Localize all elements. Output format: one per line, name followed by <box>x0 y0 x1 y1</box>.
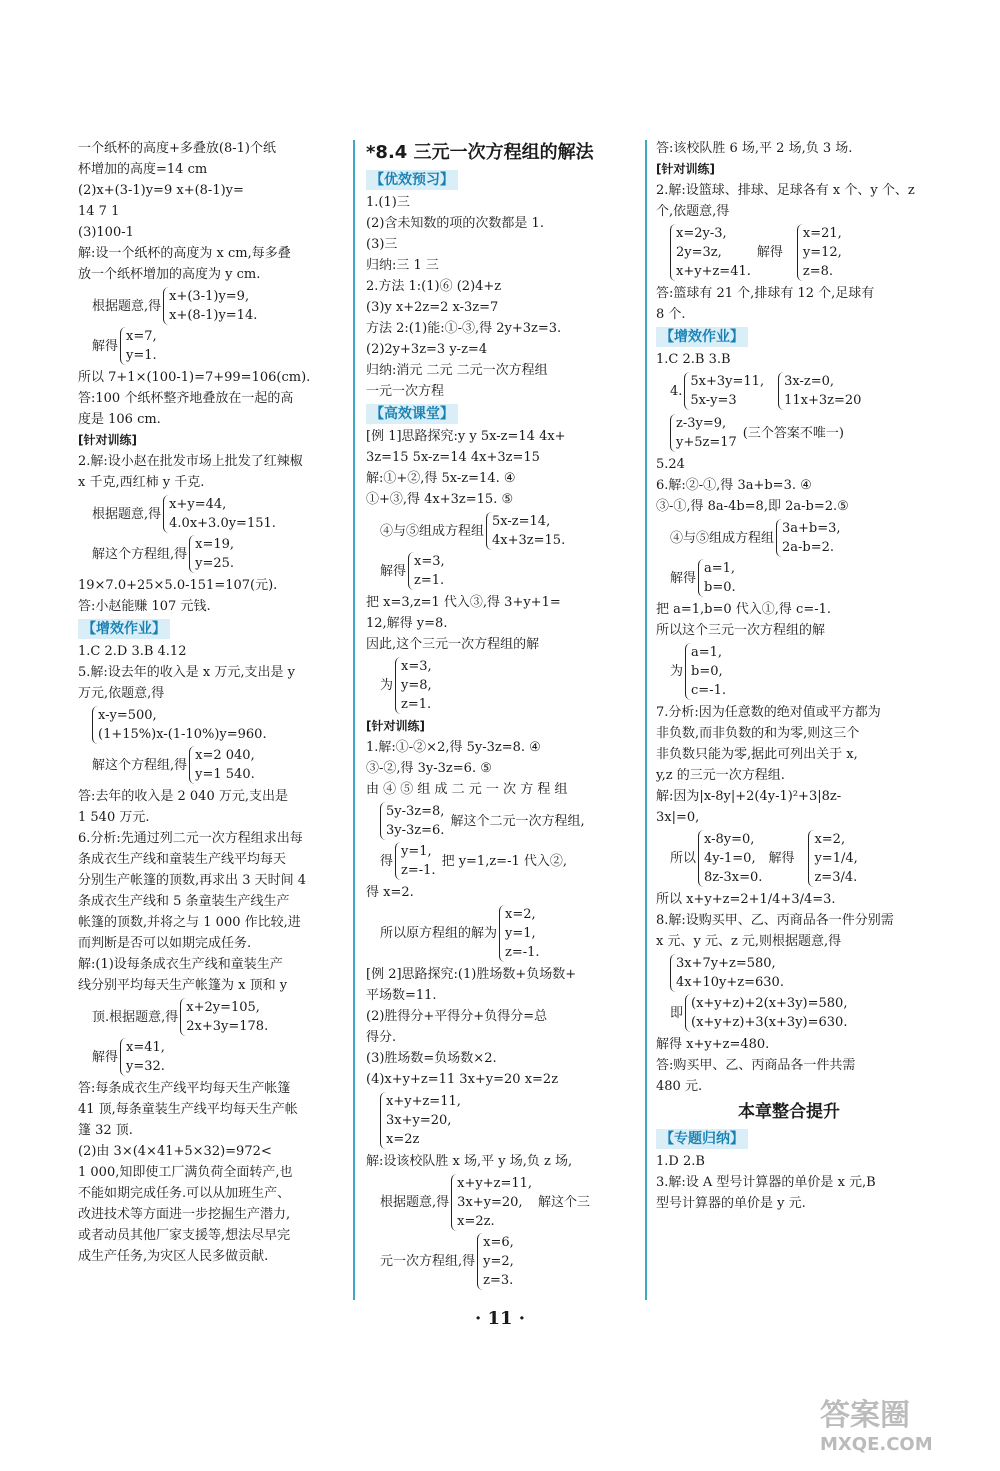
text-line: (3)100-1 <box>78 225 134 240</box>
equation-row: x+(3-1)y=9, <box>169 289 250 304</box>
text-block <box>78 786 340 996</box>
equation-lead-text: 顶.根据题意,得 <box>92 1009 179 1025</box>
training-heading: [针对训练] <box>656 162 715 176</box>
text-line: 帐篷的顶数,并将之与 1 000 作比较,进 <box>78 915 301 930</box>
equation-row: a=1, <box>704 561 736 576</box>
equation-row: x+y=44, <box>169 497 227 512</box>
watermark-logo <box>820 1390 980 1460</box>
text-line: ①+③,得 4x+3z=15. ⑤ <box>366 492 514 507</box>
text-line: 答:去年的收入是 2 040 万元,支出是 <box>78 789 288 804</box>
text-block <box>656 138 922 159</box>
equation-row: y=1, <box>505 926 536 941</box>
text-line: 答:购买甲、乙、丙商品各一件共需 <box>656 1058 856 1073</box>
equation-row: z-3y=9, <box>676 416 727 431</box>
text-line: (2)由 3×(4×41+5×32)=972< <box>78 1144 272 1159</box>
equation-row: 5x-z=14, <box>492 514 551 529</box>
equation-brace <box>685 643 726 700</box>
equation-row: y=1/4, <box>814 851 858 866</box>
equation-system <box>380 1092 636 1149</box>
equation-system <box>92 495 340 533</box>
equation-row: y=1. <box>126 348 157 363</box>
equation-system <box>380 512 636 550</box>
text-block <box>366 592 636 655</box>
equation-system <box>380 1174 636 1231</box>
text-block <box>656 180 922 222</box>
text-block <box>656 454 922 517</box>
text-line: 一元一次方程 <box>366 384 445 399</box>
text-line: 型号计算器的单价是 y 元. <box>656 1196 806 1211</box>
text-line: 篷 32 顶. <box>78 1123 133 1138</box>
equation-row: (x+y+z)+2(x+3y)=580, <box>691 996 848 1011</box>
chapter-title: 本章整合提升 <box>738 1102 840 1122</box>
equation-brace <box>189 746 255 784</box>
equation-row: 8z-3x=0. <box>704 870 763 885</box>
equation-brace <box>486 512 565 550</box>
text-line: 把 a=1,b=0 代入①,得 c=-1. <box>656 602 832 617</box>
equation-row: 3x+7y+z=580, <box>676 956 776 971</box>
equation-lead-text: 为 <box>670 664 684 679</box>
equation-system <box>670 414 922 452</box>
column-1 <box>78 138 340 1267</box>
equation-row: x+y+z=11, <box>457 1176 533 1191</box>
equation-brace <box>698 830 762 887</box>
text-line: (3)胜场数=负场数×2. <box>366 1051 497 1066</box>
text-block <box>366 882 636 903</box>
training-heading: [针对训练] <box>366 719 425 733</box>
text-line: 7.分析:因为任意数的绝对值或平方都为 <box>656 705 881 720</box>
equation-lead-text: 根据题意,得 <box>92 506 162 522</box>
text-line: 得分. <box>366 1030 397 1045</box>
equation-trail-text: (三个答案不唯一) <box>742 425 844 441</box>
column-3 <box>656 138 922 1214</box>
equation-system <box>92 287 340 325</box>
text-line: 1.D 2.B <box>656 1154 705 1169</box>
equation-row: 4y-1=0, <box>704 851 756 866</box>
equation-system <box>380 905 636 962</box>
text-line: 12,解得 y=8. <box>366 616 448 631</box>
equation-row: 3x+y=20, <box>457 1195 523 1210</box>
text-line: 归纳:三 1 三 <box>366 258 439 273</box>
text-line: (2)胜得分+平得分+负得分=总 <box>366 1009 548 1024</box>
text-line: x 元、y 元、z 元,则根据题意,得 <box>656 934 842 949</box>
equation-system <box>380 802 636 840</box>
equation-lead-text: 解得 <box>670 570 697 586</box>
text-line: 解:设一个纸杯的高度为 x cm,每多叠 <box>78 246 291 261</box>
equation-brace <box>684 372 764 410</box>
equation-trail-text: 解得 <box>756 245 783 260</box>
equation-row: 11x+3z=20 <box>784 393 862 408</box>
text-block <box>366 737 636 800</box>
equation-lead-text: 所以原方程组的解为 <box>380 926 498 941</box>
equation-row: y=32. <box>126 1059 165 1074</box>
equation-row: z=-1. <box>505 945 540 960</box>
watermark-url: MXQE.COM <box>820 1434 933 1455</box>
text-line: 条成衣生产线和 5 条童装生产线生产 <box>78 894 290 909</box>
text-line: 解:①+②,得 5x-z=14. ④ <box>366 471 516 486</box>
text-line: 所以这个三元一次方程组的解 <box>656 623 826 638</box>
equation-brace <box>499 905 540 962</box>
text-line: 线分别平均每天生产帐篷为 x 顶和 y <box>78 978 288 993</box>
equation-system <box>92 998 340 1036</box>
text-block <box>366 426 636 510</box>
equation-lead-text: 即 <box>670 1005 684 1021</box>
equation-brace <box>395 657 432 714</box>
text-line: 6.解:②-①,得 3a+b=3. ④ <box>656 478 812 493</box>
equation-row: z=3/4. <box>814 870 858 885</box>
text-line: 所以 x+y+z=2+1/4+3/4=3. <box>656 892 836 907</box>
equation-brace <box>670 414 737 452</box>
equation-row: y=1, <box>401 844 432 859</box>
text-line: 或者动员其他厂家支援等,想法尽早完 <box>78 1228 291 1243</box>
text-block <box>78 575 340 617</box>
text-line: [例 1]思路探究:y y 5x-z=14 4x+ <box>366 429 566 444</box>
section-title: *8.4 三元一次方程组的解法 <box>366 142 594 163</box>
text-line: 1.(1)三 <box>366 195 410 210</box>
text-line: 3z=15 5x-z=14 4x+3z=15 <box>366 450 540 465</box>
equation-row: x-y=500, <box>98 708 157 723</box>
equation-row: c=-1. <box>691 683 726 698</box>
text-line: 改进技术等方面进一步挖掘生产潜力, <box>78 1207 291 1222</box>
text-line: 41 顶,每条童装生产线平均每天生产帐 <box>78 1102 298 1117</box>
equation-system <box>778 372 861 410</box>
equation-brace <box>380 802 444 840</box>
equation-brace <box>380 1092 461 1149</box>
text-line: (3)三 <box>366 237 398 252</box>
text-line: 成生产任务,为灾区人民多做贡献. <box>78 1249 269 1264</box>
equation-row: x=2 040, <box>195 748 255 763</box>
equation-row: z=3. <box>483 1273 514 1288</box>
text-line: 由 ④ ⑤ 组 成 二 元 一 次 方 程 组 <box>366 782 568 797</box>
equation-brace <box>778 372 861 410</box>
equation-row: b=0, <box>691 664 723 679</box>
section-heading: 【增效作业】 <box>78 619 170 639</box>
text-line: 1 540 万元. <box>78 810 150 825</box>
section-heading: 【增效作业】 <box>656 327 748 347</box>
equation-row: (1+15%)x-(1-10%)y=960. <box>98 727 267 742</box>
text-line: 2.解:设篮球、排球、足球各有 x 个、y 个、z <box>656 183 915 198</box>
text-line: 答:小赵能赚 107 元钱. <box>78 599 211 614</box>
equation-brace <box>808 830 857 887</box>
equation-lead-text: ④与⑤组成方程组 <box>380 523 485 539</box>
text-line: 480 元. <box>656 1079 703 1094</box>
text-line: 不能如期完成任务.可以从加班生产、 <box>78 1186 291 1201</box>
equation-brace <box>797 224 842 281</box>
text-line: 答:100 个纸杯整齐地叠放在一起的高 <box>78 391 294 406</box>
equation-row: x=2, <box>505 907 536 922</box>
text-line: 解得 x+y+z=480. <box>656 1037 770 1052</box>
equation-row: 4x+3z=15. <box>492 533 566 548</box>
equation-brace <box>685 994 847 1032</box>
equation-lead-text: 解得 <box>92 338 119 354</box>
column-divider-1 <box>353 140 355 1300</box>
equation-row: z=1. <box>414 573 445 588</box>
text-line: 把 x=3,z=1 代入③,得 3+y+1= <box>366 595 561 610</box>
column-2 <box>366 138 636 1292</box>
text-line: 3.解:设 A 型号计算器的单价是 x 元,B <box>656 1175 876 1190</box>
text-line: 1 000,知即使工厂满负荷全面转产,也 <box>78 1165 293 1180</box>
equation-system <box>670 224 783 281</box>
equation-row: x=7, <box>126 329 157 344</box>
text-line: y,z 的三元一次方程组. <box>656 768 785 783</box>
equation-brace <box>477 1233 514 1290</box>
column-divider-2 <box>645 140 647 1300</box>
equation-row: x=2y-3, <box>676 226 727 241</box>
equation-trail-text: 解得 <box>768 851 795 866</box>
equation-row: x=2, <box>814 832 846 847</box>
text-block <box>656 283 922 325</box>
text-block <box>78 367 340 430</box>
equation-system <box>380 657 636 714</box>
text-block <box>78 1078 340 1267</box>
equation-row: y+5z=17 <box>676 435 737 450</box>
text-line: 方法 2:(1)能:①-③,得 2y+3z=3. <box>366 321 562 336</box>
text-line: 得 x=2. <box>366 885 414 900</box>
equation-system <box>92 535 340 573</box>
equation-trail-text: 把 y=1,z=-1 代入②, <box>441 853 568 869</box>
equation-system <box>670 994 922 1032</box>
equation-row: x=2z <box>386 1132 420 1147</box>
text-line: 个,依题意,得 <box>656 204 730 219</box>
equation-system <box>670 372 764 410</box>
text-block <box>78 451 340 493</box>
equation-system <box>380 1233 636 1290</box>
equation-system <box>92 706 340 744</box>
text-block <box>656 599 922 641</box>
equation-row: z=8. <box>802 264 834 279</box>
equation-lead-text: 解得 <box>380 563 407 579</box>
equation-row: 3x+y=20, <box>386 1113 452 1128</box>
equation-brace <box>163 495 276 533</box>
text-block <box>656 1034 922 1097</box>
equation-brace <box>670 954 784 992</box>
equation-lead-text: 4. <box>670 383 683 399</box>
equation-system <box>92 746 340 784</box>
equation-row: (x+y+z)+3(x+3y)=630. <box>691 1015 848 1030</box>
text-line: 3x|=0, <box>656 810 700 825</box>
equation-row: 5x+3y=11, <box>690 374 765 389</box>
equation-row: z=1. <box>401 697 432 712</box>
equation-row: x=3, <box>414 554 445 569</box>
text-block <box>656 349 922 370</box>
equation-system <box>670 830 794 887</box>
text-block <box>78 641 340 704</box>
equation-row: 4.0x+3.0y=151. <box>169 516 276 531</box>
text-line: 非负数只能为零,据此可列出关于 x, <box>656 747 858 762</box>
equation-row: 3a+b=3, <box>782 521 841 536</box>
text-block <box>656 889 922 952</box>
equation-brace <box>776 519 841 557</box>
equation-row: 2x+3y=178. <box>186 1019 269 1034</box>
text-line: 因此,这个三元一次方程组的解 <box>366 637 540 652</box>
text-line: 8 个. <box>656 307 686 322</box>
text-line: 6.分析:先通过列二元一次方程组求出每 <box>78 831 303 846</box>
equation-brace <box>92 706 267 744</box>
text-line: 8.解:设购买甲、乙、丙商品各一件分别需 <box>656 913 894 928</box>
equation-row: 2y=3z, <box>676 245 722 260</box>
text-block <box>656 702 922 828</box>
text-line: 1.解:①-②×2,得 5y-3z=8. ④ <box>366 740 541 755</box>
equation-row: 5x-y=3 <box>690 393 737 408</box>
section-heading: 【高效课堂】 <box>366 404 458 424</box>
text-line: 19×7.0+25×5.0-151=107(元). <box>78 578 278 593</box>
text-line: 1.C 2.D 3.B 4.12 <box>78 644 187 659</box>
equation-lead-text: 解这个方程组,得 <box>92 546 188 562</box>
text-block <box>78 138 340 285</box>
equation-row: 3y-3z=6. <box>386 823 445 838</box>
equation-lead-text: 解这个方程组,得 <box>92 757 188 773</box>
equation-row: z=-1. <box>401 863 436 878</box>
equation-row: x=3, <box>401 659 432 674</box>
equation-row: y=1 540. <box>195 767 255 782</box>
text-line: (3)y x+2z=2 x-3z=7 <box>366 300 499 315</box>
text-line: 所以 7+1×(100-1)=7+99=106(cm). <box>78 370 311 385</box>
equation-system <box>380 842 636 880</box>
text-line: 2.方法 1:(1)⑥ (2)4+z <box>366 279 502 294</box>
text-line: 分别生产帐篷的顶数,再求出 3 天时间 4 <box>78 873 307 888</box>
text-line: 5.解:设去年的收入是 x 万元,支出是 y <box>78 665 295 680</box>
equation-row: y=8, <box>401 678 432 693</box>
text-line: 平场数=11. <box>366 988 437 1003</box>
page-number: · 11 · <box>474 1308 526 1329</box>
text-block <box>366 964 636 1090</box>
text-line: 一个纸杯的高度+多叠放(8-1)个纸 <box>78 141 276 156</box>
equation-brace <box>408 552 445 590</box>
equation-lead-text: 根据题意,得 <box>380 1195 450 1210</box>
text-line: (2)含未知数的项的次数都是 1. <box>366 216 544 231</box>
text-line: (2)2y+3z=3 y-z=4 <box>366 342 488 357</box>
section-heading: 【优效预习】 <box>366 170 458 190</box>
text-line: 14 7 1 <box>78 204 120 219</box>
text-block <box>656 1151 922 1214</box>
equation-brace <box>189 535 234 573</box>
equation-row: y=25. <box>195 556 235 571</box>
equation-row: x+(8-1)y=14. <box>169 308 258 323</box>
equation-system <box>670 954 922 992</box>
text-block <box>366 1151 636 1172</box>
training-heading: [针对训练] <box>78 433 137 447</box>
equation-row: 5y-3z=8, <box>386 804 445 819</box>
text-line: 而判断是否可以如期完成任务. <box>78 936 252 951</box>
text-line: x 千克,西红柿 y 千克. <box>78 475 205 490</box>
equation-lead-text: 所以 <box>670 851 697 866</box>
equation-brace <box>120 1038 165 1076</box>
equation-row: x=6, <box>483 1235 514 1250</box>
text-line: 答:篮球有 21 个,排球有 12 个,足球有 <box>656 286 875 301</box>
equation-row: b=0. <box>704 580 736 595</box>
equation-system <box>670 643 922 700</box>
section-heading: 【专题归纳】 <box>656 1129 748 1149</box>
equation-row: a=1, <box>691 645 723 660</box>
equation-system <box>797 224 842 281</box>
text-line: 条成衣生产线和童装生产线平均每天 <box>78 852 287 867</box>
equation-system <box>92 1038 340 1076</box>
text-line: 解:(1)设每条成衣生产线和童装生产 <box>78 957 283 972</box>
equation-brace <box>395 842 436 880</box>
equation-brace <box>180 998 268 1036</box>
equation-row: x+y+z=11, <box>386 1094 461 1109</box>
equation-system <box>808 830 857 887</box>
equation-row: x=19, <box>195 537 235 552</box>
equation-brace <box>163 287 257 325</box>
watermark-text: 答案圈 <box>820 1398 910 1433</box>
text-block <box>366 192 636 402</box>
text-line: 万元,依题意,得 <box>78 686 165 701</box>
equation-row: x=21, <box>802 226 842 241</box>
text-line: 归纳:消元 二元 二元一次方程组 <box>366 363 548 378</box>
text-line: 答:该校队胜 6 场,平 2 场,负 3 场. <box>656 141 853 156</box>
equation-lead-text: 得 <box>380 853 394 869</box>
text-line: 5.24 <box>656 457 685 472</box>
equation-row: x-8y=0, <box>704 832 755 847</box>
text-line: ③-①,得 8a-4b=8,即 2a-b=2.⑤ <box>656 499 849 514</box>
equation-row: x=2z. <box>457 1214 495 1229</box>
text-line: (2)x+(3-1)y=9 x+(8-1)y= <box>78 183 244 198</box>
text-line: 度是 106 cm. <box>78 412 161 427</box>
text-line: 解:设该校队胜 x 场,平 y 场,负 z 场, <box>366 1154 573 1169</box>
equation-row: x+2y=105, <box>186 1000 260 1015</box>
text-line: 解:因为|x-8y|+2(4y-1)²+3|8z- <box>656 789 842 804</box>
equation-row: 4x+10y+z=630. <box>676 975 784 990</box>
text-line: 答:每条成衣生产线平均每天生产帐篷 <box>78 1081 291 1096</box>
equation-brace <box>451 1174 532 1231</box>
text-line: 放一个纸杯增加的高度为 y cm. <box>78 267 261 282</box>
equation-system <box>380 552 636 590</box>
equation-row: 2a-b=2. <box>782 540 835 555</box>
text-line: 2.解:设小赵在批发市场上批发了红辣椒 <box>78 454 303 469</box>
equation-brace <box>670 224 751 281</box>
equation-brace <box>698 559 736 597</box>
equation-lead-text: 解得 <box>92 1049 119 1065</box>
equation-trail-text: 解这个三 <box>538 1195 591 1210</box>
equation-brace <box>120 327 157 365</box>
equation-row: y=12, <box>802 245 842 260</box>
equation-trail-text: 解这个二元一次方程组, <box>450 813 585 829</box>
equation-row: x=41, <box>126 1040 165 1055</box>
equation-lead-text: 元一次方程组,得 <box>380 1254 476 1269</box>
equation-row: y=2, <box>483 1254 514 1269</box>
text-line: 杯增加的高度=14 cm <box>78 162 208 177</box>
text-line: 1.C 2.B 3.B <box>656 352 731 367</box>
text-line: 非负数,而非负数的和为零,则这三个 <box>656 726 860 741</box>
equation-lead-text: 根据题意,得 <box>92 298 162 314</box>
equation-row: x+y+z=41. <box>676 264 751 279</box>
equation-lead-text: ④与⑤组成方程组 <box>670 530 775 546</box>
equation-row: 3x-z=0, <box>784 374 835 389</box>
equation-system <box>670 519 922 557</box>
equation-system <box>92 327 340 365</box>
equation-lead-text: 为 <box>380 678 394 693</box>
equation-system <box>670 559 922 597</box>
text-line: ③-②,得 3y-3z=6. ⑤ <box>366 761 492 776</box>
text-line: [例 2]思路探究:(1)胜场数+负场数+ <box>366 967 577 982</box>
text-line: (4)x+y+z=11 3x+y=20 x=2z <box>366 1072 559 1087</box>
